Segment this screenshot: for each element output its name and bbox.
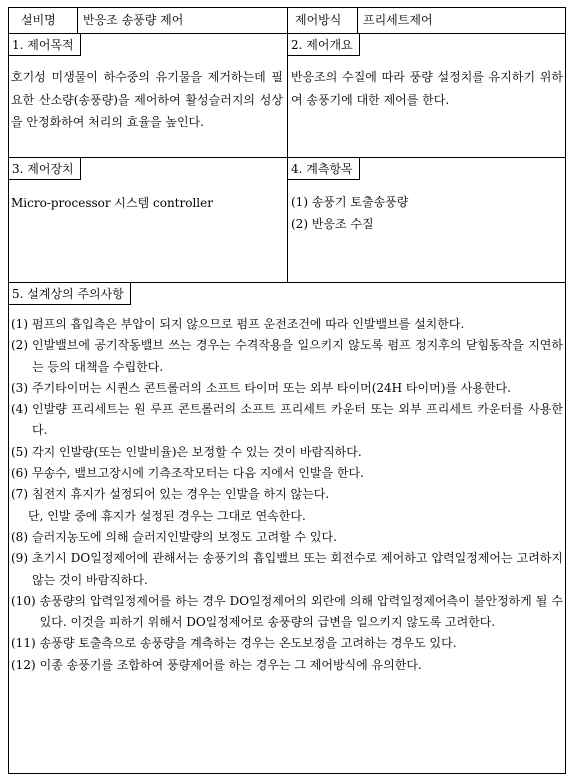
- section5-title: 5. 설계상의 주의사항: [9, 283, 131, 305]
- method-label: 제어방식: [295, 13, 342, 27]
- facility-label: 설비명: [21, 13, 56, 27]
- list-item: (5) 각지 인발량(또는 인발비율)은 보정할 수 있는 것이 바람직하다.: [11, 444, 362, 459]
- design-notes-list: [11, 314, 563, 676]
- measurement-item: (2) 반응조 수질: [291, 217, 374, 231]
- section4-title: 4. 계측항목: [288, 158, 360, 180]
- list-item: (9) 초기시 DO일정제어에 관해서는 송풍기의 흡입밸브 또는 회전수로 제어하고 압력일정제어는 고려하지 않는 것이 바람직하다.: [11, 551, 563, 587]
- list-item: (8) 슬러지농도에 의해 슬러지인발량의 보정도 고려할 수 있다.: [11, 529, 337, 544]
- list-item: (4) 인발량 프리세트는 원 루프 콘트롤러의 소프트 프리세트 카운터 또는 외부 프리세트 카운터를 사용한다.: [11, 402, 563, 438]
- list-item: (3) 주기타이머는 시퀀스 콘트롤러의 소프트 타이머 또는 외부 타이머(24H 타이머)를 사용한다.: [11, 380, 511, 395]
- list-item: (7) 침전지 휴지가 설정되어 있는 경우는 인발을 하지 않는다.: [11, 487, 330, 502]
- section1-title: 1. 제어목적: [9, 34, 81, 56]
- list-item: (6) 무송수, 밸브고장시에 기측조작모터는 다음 지에서 인발을 한다.: [11, 466, 364, 481]
- list-item: (11) 송풍량 토출측으로 송풍량을 계측하는 경우는 온도보정을 고려하는 경우도 있다.: [11, 636, 457, 651]
- section3-title: 3. 제어장치: [9, 158, 81, 180]
- list-item: (12) 이종 송풍기를 조합하여 풍량제어를 하는 경우는 그 제어방식에 유의한다.: [11, 657, 422, 672]
- section1-text: 호기성 미생물이 하수중의 유기물을 제거하는데 필요한 산소량(송풍량)을 제어하여 활성슬러지의 성상을 안정화하여 처리의 효율을 높인다.: [11, 70, 283, 129]
- section2-text: 반응조의 수질에 따라 풍량 설정치를 유지하기 위하여 송풍기에 대한 제어를 한다.: [291, 70, 563, 107]
- list-item: (10) 송풍량의 압력일정제어를 하는 경우 DO일정제어의 외란에 의해 압력일정제어측이 불안정하게 될 수 있다. 이것을 피하기 위해서 DO일정제어로 송풍량의 급변을 일으키지 않도록 고려한다.: [11, 593, 563, 630]
- control-spec-sheet: [8, 7, 566, 774]
- section2-title: 2. 제어개요: [288, 34, 360, 56]
- header-col-divider-2: [357, 8, 358, 33]
- facility-value: 반응조 송풍량 제어: [83, 13, 184, 27]
- list-item: (2) 인발밸브에 공기작동밸브 쓰는 경우는 수격작용을 일으키지 않도록 펌프 정지후의 닫힘동작을 지연하는 등의 대책을 수립한다.: [11, 338, 563, 374]
- list-item-continuation: 단, 인발 중에 휴지가 설정된 경우는 그대로 연속한다.: [28, 508, 306, 523]
- measurement-item: (1) 송풍기 토출송풍량: [291, 195, 409, 209]
- header-col-divider-1: [77, 8, 78, 33]
- method-value: 프리세트제어: [363, 13, 433, 27]
- list-item: (1) 펌프의 흡입측은 부압이 되지 않으므로 펌프 운전조건에 따라 인발밸브를 설치한다.: [11, 317, 465, 331]
- section3-text: Micro-processor 시스템 controller: [11, 196, 213, 210]
